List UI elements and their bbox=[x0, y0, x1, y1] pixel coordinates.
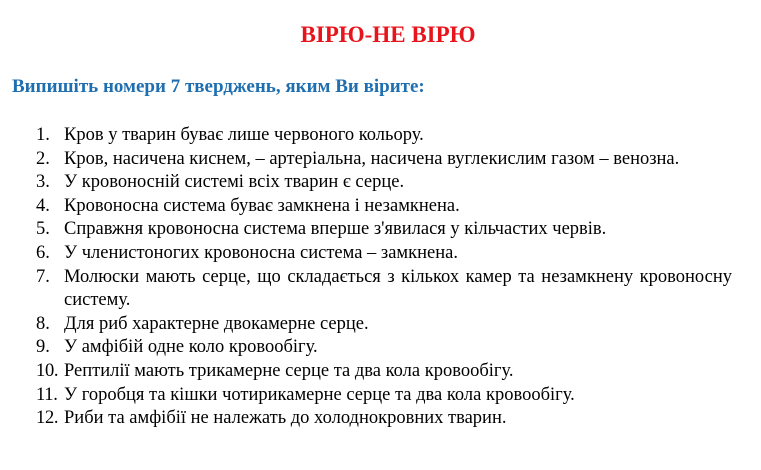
list-item bbox=[36, 336, 732, 360]
statement-text: Молюски мають серце, що складається з кількох камер та незамкнену кровоносну систему. bbox=[64, 266, 732, 311]
list-item bbox=[36, 148, 732, 172]
list-item bbox=[36, 195, 732, 219]
statement-text: Кровоносна система буває замкнена і незамкнена. bbox=[64, 195, 460, 216]
statement-text: Кров, насичена киснем, – артеріальна, насичена вуглекислим газом – венозна. bbox=[64, 148, 680, 169]
statement-text: Рептилії мають трикамерне серце та два кола кровообігу. bbox=[64, 360, 514, 381]
statement-number: 4. bbox=[36, 195, 50, 216]
list-item bbox=[36, 407, 732, 431]
list-item bbox=[36, 242, 732, 266]
list-item bbox=[36, 384, 732, 408]
statement-number: 12. bbox=[36, 408, 59, 429]
statement-text: Справжня кровоносна система вперше з'явилася у кільчастих червів. bbox=[64, 219, 607, 240]
statement-text: Для риб характерне двокамерне серце. bbox=[64, 313, 369, 334]
statement-text: У амфібій одне коло кровообігу. bbox=[64, 337, 318, 358]
list-item bbox=[36, 313, 732, 337]
statement-number: 2. bbox=[36, 148, 50, 169]
list-item bbox=[36, 171, 732, 195]
statement-text: Кров у тварин буває лише червоного кольору. bbox=[64, 125, 424, 145]
statement-text: У членистоногих кровоносна система – замкнена. bbox=[64, 242, 458, 263]
statement-text: Риби та амфібії не належать до холоднокровних тварин. bbox=[64, 408, 507, 429]
list-item bbox=[36, 360, 732, 384]
statement-text: У горобця та кішки чотирикамерне серце та два кола кровообігу. bbox=[64, 384, 575, 405]
list-item bbox=[36, 218, 732, 242]
statement-number: 11. bbox=[36, 384, 58, 405]
statement-number: 7. bbox=[36, 266, 50, 287]
statement-number: 3. bbox=[36, 172, 50, 193]
statement-number: 9. bbox=[36, 337, 50, 358]
statement-number: 5. bbox=[36, 219, 50, 240]
list-item bbox=[36, 124, 732, 148]
statement-text: У кровоносній системі всіх тварин є серце. bbox=[64, 172, 405, 193]
instruction-text: Випишіть номери 7 тверджень, яким Ви вірите: bbox=[12, 76, 425, 97]
statement-number: 8. bbox=[36, 313, 50, 334]
list-item bbox=[36, 266, 732, 313]
page-title: ВІРЮ-НЕ ВІРЮ bbox=[300, 22, 476, 47]
statement-number: 10. bbox=[36, 360, 59, 381]
statement-number: 1. bbox=[36, 125, 50, 145]
statement-number: 6. bbox=[36, 242, 50, 263]
statement-list bbox=[36, 124, 732, 431]
